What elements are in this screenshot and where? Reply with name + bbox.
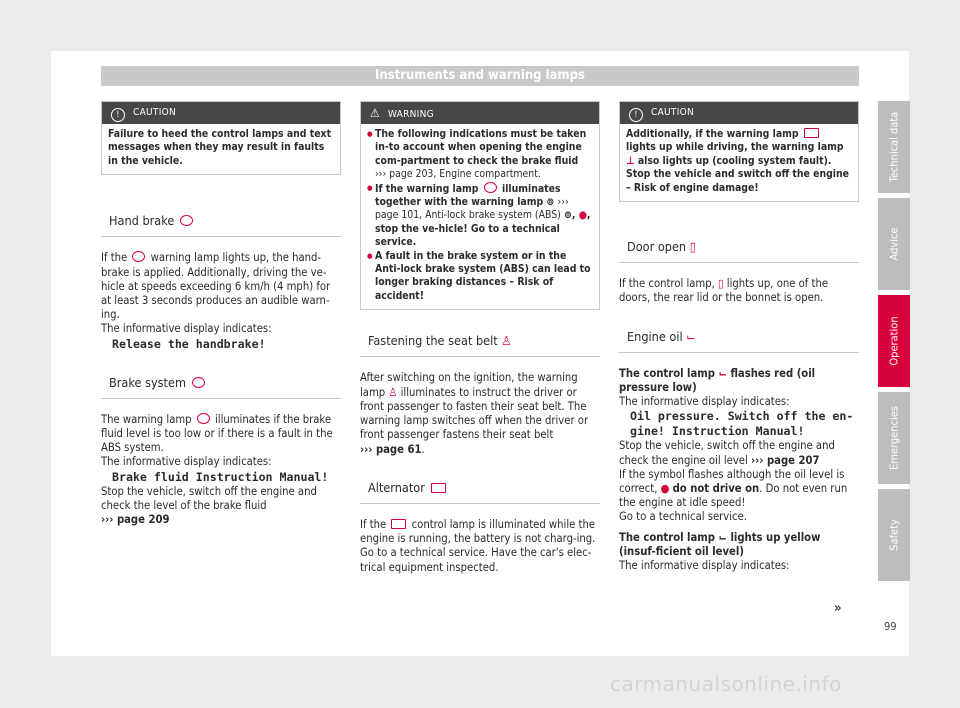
brake-stop-paragraph: Stop the vehicle, switch off the engine and check the level of the brake fluid ››› page 209 bbox=[101, 484, 317, 527]
abs-icon: ⊚ bbox=[546, 196, 555, 209]
oil-yellow-heading: The control lamp ⌙ lights up yellow (insuf-ficient oil level) bbox=[619, 530, 821, 558]
abs-icon: ⊚ bbox=[564, 209, 572, 222]
column-3 bbox=[619, 101, 859, 573]
battery-icon bbox=[431, 483, 446, 493]
warning-item: ● A fault in the brake system or in the Anti-lock brake system (ABS) can lead to longer braking distances – Risk of accident! bbox=[367, 250, 593, 304]
brake-warning-icon bbox=[132, 251, 145, 262]
tab-technical-data[interactable]: Technical data bbox=[878, 101, 910, 193]
seatbelt-icon: ♙ bbox=[501, 333, 512, 349]
oil-can-icon: ⌙ bbox=[686, 328, 696, 344]
brake-paragraph: The warning lamp illuminates if the brake fluid level is too low or if there is a fault in the ABS system. bbox=[101, 412, 333, 455]
tab-operation[interactable]: Operation bbox=[878, 295, 910, 387]
seatbelt-paragraph: After switching on the ignition, the warning lamp ♙ illuminates to instruct the driver or front passenger to fasten their seat belt. The warning lamp switches off when the driver or front passenger fastens their seat belt ››› page 61. bbox=[360, 371, 589, 456]
caution-icon: ! bbox=[111, 108, 125, 122]
battery-icon bbox=[804, 128, 819, 138]
brake-display-message: Brake fluid Instruction Manual! bbox=[112, 469, 329, 484]
oil-display-intro-2: The informative display indicates: bbox=[619, 559, 790, 573]
oil-can-icon: ⌙ bbox=[718, 366, 727, 380]
page-ref-link[interactable]: ››› page 207 bbox=[751, 453, 820, 467]
oil-red-heading: The control lamp ⌙ flashes red (oil pressure low) bbox=[619, 366, 816, 395]
brake-warning-icon bbox=[484, 182, 497, 193]
warning-box bbox=[360, 101, 600, 310]
oil-flash-paragraph: If the symbol flashes although the oil level is correct, ● do not drive on. Do not even run the engine at idle speed! bbox=[619, 467, 848, 510]
brake-system-icon bbox=[197, 413, 210, 424]
tab-advice[interactable]: Advice bbox=[878, 198, 910, 290]
door-open-icon: ▯ bbox=[718, 277, 724, 291]
brake-display-intro: The informative display indicates: bbox=[101, 455, 272, 469]
page-ref-link[interactable]: ››› page 209 bbox=[101, 513, 170, 527]
section-title-alternator: Alternator bbox=[360, 481, 600, 504]
alternator-paragraph: If the control lamp is illuminated while the engine is running, the battery is not charg-ing. bbox=[360, 517, 596, 546]
brake-warning-icon bbox=[180, 215, 193, 226]
page-header: Instruments and warning lamps bbox=[101, 66, 859, 86]
page-ref-link[interactable]: ››› page 101, Anti-lock brake system (ABS) bbox=[375, 196, 569, 222]
tab-emergencies[interactable]: Emergencies bbox=[878, 392, 910, 484]
coolant-icon: ⊥ bbox=[626, 154, 635, 167]
oil-display-message: Oil pressure. Switch off the en-gine! Instruction Manual! bbox=[630, 409, 854, 439]
handbrake-display-intro: The informative display indicates: bbox=[101, 322, 272, 336]
caution-icon: ! bbox=[629, 108, 643, 122]
continued-marker: » bbox=[834, 601, 842, 616]
page-number: 99 bbox=[884, 620, 897, 633]
oil-stop-paragraph: Stop the vehicle, switch off the engine and check the engine oil level ››› page 207 bbox=[619, 439, 835, 467]
page-ref-link[interactable]: ››› page 203, Engine compartment. bbox=[375, 168, 541, 181]
column-2 bbox=[360, 101, 600, 575]
column-1 bbox=[101, 101, 341, 527]
caution-header: ! CAUTION bbox=[620, 102, 858, 124]
alternator-advice: Go to a technical service. Have the car's elec-trical equipment inspected. bbox=[360, 546, 592, 574]
handbrake-paragraph: If the warning lamp lights up, the hand-brake is applied. Additionally, driving the ve-hicle at speeds exceeding 6 km/h (4 mph) for at least 3 seconds produces an audible warn-ing. bbox=[101, 251, 331, 322]
door-open-icon: ▯ bbox=[689, 239, 696, 255]
brake-system-icon bbox=[192, 377, 205, 388]
oil-display-intro: The informative display indicates: bbox=[619, 395, 790, 409]
stop-icon: ● bbox=[660, 482, 670, 496]
caution-text: Additionally, if the warning lamp lights up while driving, the warning lamp ⊥ also lights up (cooling system fault). Stop the vehicle and switch off the engine – Risk of engine damage! bbox=[626, 128, 850, 194]
section-title-engine-oil: Engine oil ⌙ bbox=[619, 330, 859, 353]
warning-item: ● If the warning lamp illuminates together with the warning lamp ⊚ ››› page 101, Anti-lock brake system (ABS) ⊚, ●, stop the ve-hicle! Go to a technical service. bbox=[367, 182, 593, 250]
oil-can-icon: ⌙ bbox=[718, 530, 727, 544]
door-paragraph: If the control lamp, ▯ lights up, one of the doors, the rear lid or the bonnet is open. bbox=[619, 277, 829, 305]
warning-item: ● The following indications must be taken in-to account when opening the engine com-partment to check the brake fluid ››› page 203, Engine compartment. bbox=[367, 128, 593, 182]
caution-box bbox=[619, 101, 859, 202]
handbrake-display-message: Release the handbrake! bbox=[112, 336, 266, 351]
section-title-door-open: Door open ▯ bbox=[619, 240, 859, 263]
caution-header: ! CAUTION bbox=[102, 102, 340, 124]
tab-safety[interactable]: Safety bbox=[878, 489, 910, 581]
seatbelt-icon: ♙ bbox=[388, 385, 398, 399]
warning-header: ⚠ WARNING bbox=[361, 102, 599, 124]
warning-text bbox=[361, 124, 599, 309]
warning-triangle-icon: ⚠ bbox=[370, 106, 380, 120]
caution-box bbox=[101, 101, 341, 175]
section-title-hand-brake: Hand brake bbox=[101, 214, 341, 237]
section-title-brake-system: Brake system bbox=[101, 376, 341, 399]
battery-icon bbox=[391, 519, 406, 529]
page-ref-link[interactable]: ››› page 61 bbox=[360, 442, 422, 456]
caution-text: Failure to heed the control lamps and text messages when they may result in faults in the vehicle. bbox=[108, 128, 332, 167]
oil-service-advice: Go to a technical service. bbox=[619, 510, 747, 524]
section-title-seat-belt: Fastening the seat belt ♙ bbox=[360, 334, 600, 357]
stop-icon: ● bbox=[578, 209, 587, 222]
watermark: carmanualsonline.info bbox=[610, 672, 842, 696]
